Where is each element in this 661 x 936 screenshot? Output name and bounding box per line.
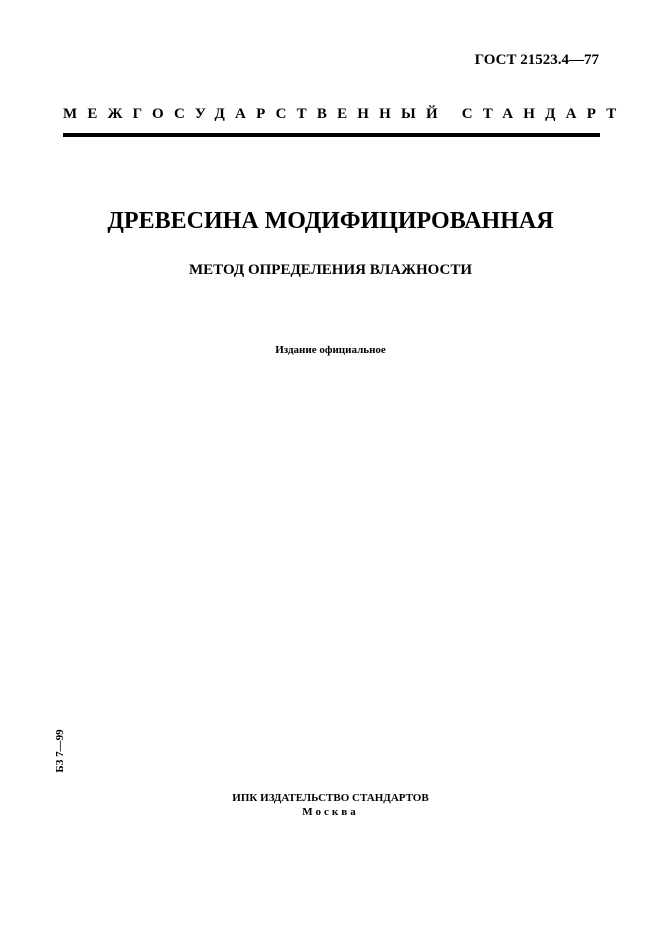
document-title: ДРЕВЕСИНА МОДИФИЦИРОВАННАЯ [107, 208, 554, 234]
publisher-name: ИПК ИЗДАТЕЛЬСТВО СТАНДАРТОВ [232, 792, 429, 804]
document-subtitle: МЕТОД ОПРЕДЕЛЕНИЯ ВЛАЖНОСТИ [189, 262, 472, 278]
header-rule [63, 133, 600, 137]
edition-note: Издание официальное [275, 344, 386, 356]
publisher-city: Москва [302, 806, 359, 818]
document-number: ГОСТ 21523.4—77 [474, 52, 599, 68]
standard-type-heading: МЕЖГОСУДАРСТВЕННЫЙ СТАНДАРТ [63, 106, 627, 122]
catalog-code: БЗ 7—99 [54, 729, 66, 773]
